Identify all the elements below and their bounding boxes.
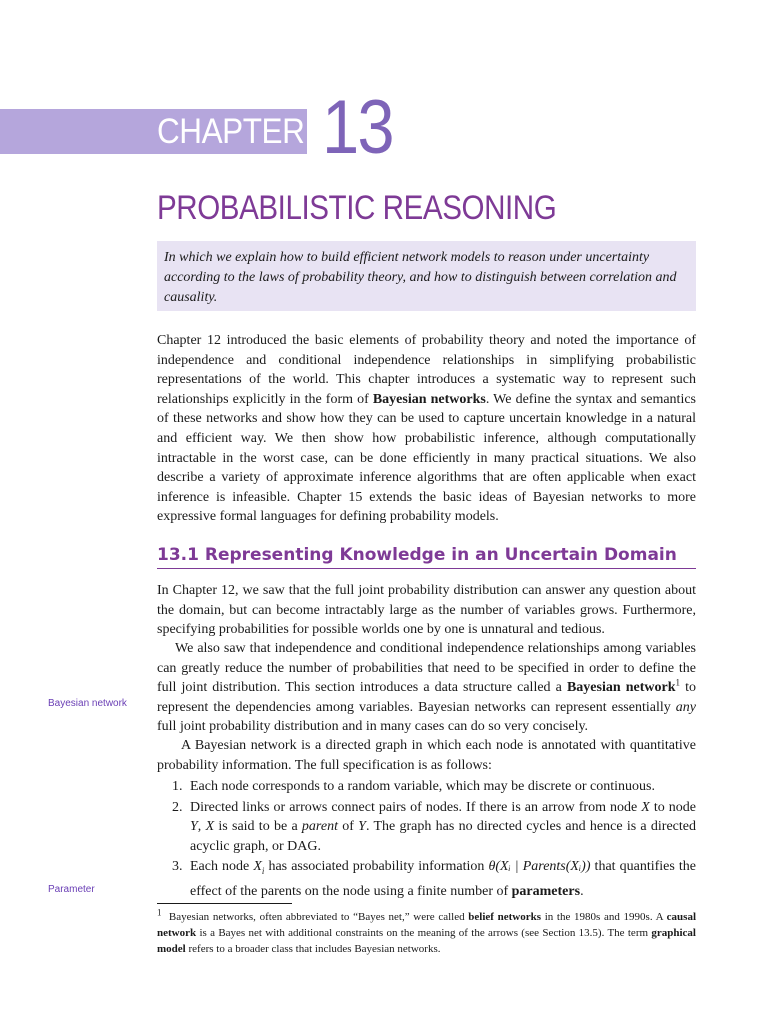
term-parameters: parameters [511, 883, 581, 899]
paragraph-3: A Bayesian network is a directed graph in which each node is annotated with quantitative probability information. The full specification is as follows: [157, 738, 696, 773]
intro-paragraph: Chapter 12 introduced the basic elements of probability theory and noted the importance of independence and conditional independence relationships in simplifying probabilistic representations of the world. This chapter introduces a systematic way to represent such relationships explicitly in the form of Bayesian networks. We define the syntax and semantics of these networks and show how they can be used to capture uncertain knowledge in a natural and efficient way. We then show how probabilistic inference, although computationally intractable in the worst case, can be done efficiently in many practical situations. We also describe a variety of approximate inference algorithms that are often applicable when exact inference is infeasible. Chapter 15 extends the basic ideas of Bayesian networks to more expressive formal languages for defining probability models. [157, 333, 697, 525]
term-bayesian-network: Bayesian network [566, 680, 676, 696]
footnote-marker: 1 [675, 677, 681, 688]
footnote: $^1$ Bayesian networks, often abbreviated to “Bayes net,” were called belief networks in the 1980s and 1990s. A causal network is a Bayes net with additional constraints on the meaning of the arrows (see Section 13.5). The term graphical model refers to a broader class that includes Bayesian networks. [157, 907, 697, 955]
theta-formula: θ(Xᵢ | Parents(Xᵢ)) [488, 859, 591, 875]
list-item: 1. Each node corresponds to a random variable, which may be discrete or continuous. [172, 779, 655, 794]
list-item: 2. Directed links or arrows connect pairs of nodes. If there is an arrow from node X to node Y, X is said to be a parent of Y. The graph has no directed cycles and hence is a directed acyclic graph, or DAG. [172, 799, 696, 854]
margin-note-parameter: Parameter [48, 884, 95, 895]
chapter-label: CHAPTER [157, 112, 305, 151]
chapter-number: 13 [322, 85, 393, 170]
paragraph-2: We also saw that independence and conditional independence relationships among variables can greatly reduce the number of probabilities that need to be specified in order to define the full joint distribution. This section introduces a data structure called a Bayesian network$^1$ to represent the dependencies among variables. Bayesian networks can represent essentially any full joint probability distribution and in many cases can do so very concisely. [157, 641, 696, 735]
paragraph-1: In Chapter 12, we saw that the full joint probability distribution can answer any question about the domain, but can become intractably large as the number of variables grows. Furthermore, specifying probabilities for possible worlds one by one is unnatural and tedious. [157, 583, 696, 638]
footnote-rule [157, 903, 292, 904]
list-item: 3. Each node $X_i$ has associated probability information θ(Xᵢ | Parents(Xᵢ)) that quantifies the effect of the parents on the node using a finite number of parameters. [172, 859, 696, 899]
term-bayesian-networks: Bayesian networks [372, 391, 486, 407]
margin-note-bayesian-network: Bayesian network [48, 698, 127, 709]
specification-list [157, 777, 696, 902]
epigraph: In which we explain how to build efficient network models to reason under uncertainty according to the laws of probability theory, and how to distinguish between correlation and causality. [157, 241, 696, 311]
chapter-title: PROBABILISTIC REASONING [157, 189, 557, 227]
section-heading: 13.1 Representing Knowledge in an Uncertain Domain [157, 543, 696, 569]
